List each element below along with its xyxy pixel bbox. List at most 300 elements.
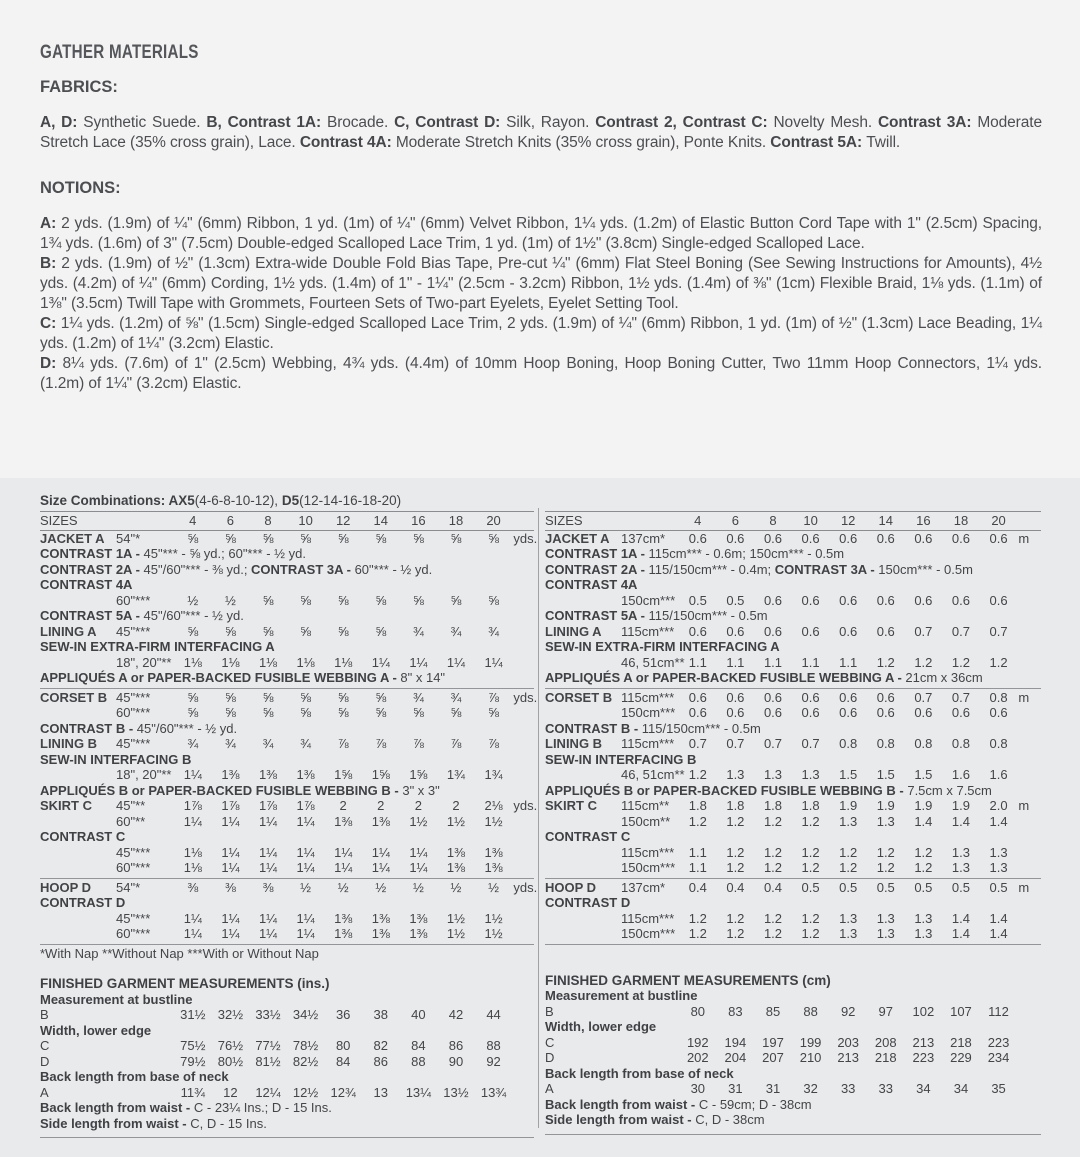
- measurement-value: 35: [991, 1081, 1006, 1096]
- yardage-value: ⅝: [224, 689, 236, 705]
- yardage-value: 0.6: [951, 530, 970, 546]
- yardage-value: 1⅜: [258, 767, 278, 782]
- garment-label: CORSET B: [40, 689, 108, 705]
- table-row: [40, 860, 534, 876]
- yardage-value: 1½: [484, 910, 503, 926]
- garment-label: LINING A: [40, 623, 97, 639]
- table-row: [545, 655, 1041, 671]
- yardage-value: 0.6: [989, 530, 1008, 546]
- yardage-value: 1¼: [221, 860, 240, 875]
- garment-label: [545, 814, 621, 830]
- measurement-value: 31: [728, 1081, 743, 1096]
- fabric-width-label: 45"**: [116, 798, 146, 813]
- table-text-row: CONTRAST 5A - 115/150cm*** - 0.5m: [545, 608, 768, 623]
- unit-label: [512, 845, 534, 861]
- measurement-value: 192: [686, 1034, 709, 1050]
- yardage-value: 1¼: [221, 910, 240, 926]
- yardage-value: ⅝: [412, 530, 424, 546]
- yardage-value: 0.6: [763, 705, 783, 720]
- table-text-row: Side length from waist - C, D - 15 Ins.: [40, 1115, 267, 1131]
- measurement-value: 97: [878, 1003, 893, 1019]
- table-row: [40, 546, 534, 562]
- yardage-value: 1.5: [914, 767, 933, 782]
- yardage-value: 1.2: [763, 844, 783, 860]
- garment-label: JACKET A: [545, 530, 610, 546]
- yardage-value: 0.8: [951, 736, 970, 751]
- unit-label: [512, 624, 534, 640]
- table-row: [40, 895, 534, 911]
- unit-label: [512, 926, 534, 942]
- yardage-value: 1.3: [763, 767, 783, 782]
- table-text-row: Side length from waist - C, D - 38cm: [545, 1112, 765, 1127]
- yardage-value: 1.2: [839, 844, 858, 860]
- yardage-value: ¾: [224, 736, 236, 751]
- unit-cell: [1017, 1004, 1041, 1020]
- yardage-value: 1.2: [989, 654, 1008, 670]
- yardage-value: 1⅝: [409, 767, 428, 782]
- yardage-value: 0.4: [763, 879, 783, 895]
- yardage-value: 1⅛: [296, 654, 315, 670]
- yardage-value: 0.6: [688, 623, 707, 639]
- garment-label: [40, 926, 116, 942]
- table-row: [545, 1004, 1041, 1020]
- unit-cell: [1017, 1050, 1041, 1066]
- yardage-value: 0.6: [688, 705, 707, 720]
- measurement-value: 223: [987, 1034, 1010, 1050]
- section-label: SEW-IN EXTRA-FIRM INTERFACING A: [40, 639, 275, 654]
- yardage-value: 1.3: [989, 860, 1008, 875]
- nap-footnote: *With Nap **Without Nap ***With or Without Nap: [40, 945, 319, 961]
- yardage-value: 2: [339, 798, 347, 813]
- yardage-value: 0.7: [951, 623, 970, 639]
- yardage-value: ¾: [412, 689, 424, 705]
- measurement-value: 213: [837, 1050, 860, 1065]
- materials-section: [0, 0, 1080, 478]
- unit-label: [512, 911, 534, 927]
- yardage-value: ⅝: [337, 689, 349, 705]
- yardage-value: ¾: [187, 736, 199, 751]
- size-column-header: 4: [694, 513, 702, 528]
- table-text-row: CONTRAST 5A - 45"/60"*** - ½ yd.: [40, 608, 244, 623]
- yardage-value: ⅝: [224, 705, 236, 720]
- yardage-value: 0.6: [839, 689, 858, 705]
- measurement-value: 223: [912, 1050, 935, 1065]
- fabric-width-label: 54"*: [116, 879, 141, 895]
- yardage-value: 1½: [446, 910, 465, 926]
- table-row: [545, 973, 1041, 989]
- measurement-value: 194: [724, 1034, 747, 1050]
- yardage-value: 1.3: [839, 926, 858, 941]
- garment-label: [545, 845, 621, 861]
- yardage-value: ⅝: [375, 592, 387, 608]
- yardage-value: 1.2: [914, 860, 933, 875]
- table-row: [545, 511, 1041, 531]
- size-column-header: 6: [731, 513, 739, 528]
- yardage-value: 1.2: [688, 910, 707, 926]
- yardage-value: 1.3: [801, 767, 820, 782]
- yardage-value: ⅝: [488, 592, 499, 608]
- table-row: [545, 593, 1041, 609]
- yardage-value: 1.2: [801, 844, 820, 860]
- finished-measurements-inches: [40, 976, 534, 1138]
- yardage-value: 1⅜: [334, 910, 353, 926]
- table-row: [40, 639, 534, 655]
- table-row: [40, 624, 534, 640]
- unit-label: [1017, 593, 1041, 609]
- fabric-width-label: 46, 51cm**: [621, 654, 685, 670]
- yardage-value: 0.6: [726, 689, 745, 705]
- yardage-value: ⅝: [187, 530, 199, 546]
- table-text-row: APPLIQUÉS A or PAPER-BACKED FUSIBLE WEBBING A - 21cm x 36cm: [545, 670, 983, 685]
- yardage-value: 1.9: [914, 798, 933, 813]
- yardage-value: ½: [337, 879, 349, 895]
- unit-cell: [512, 1038, 534, 1054]
- garment-label: [545, 593, 621, 609]
- yardage-value: 1.8: [688, 798, 707, 813]
- table-row: [40, 911, 534, 927]
- section-label: CONTRAST D: [545, 895, 631, 910]
- yardage-value: 0.6: [914, 705, 933, 720]
- table-row: [545, 721, 1041, 737]
- measurement-value: 84: [335, 1053, 351, 1069]
- fabric-width-label: 150cm***: [621, 860, 676, 875]
- yardage-value: 1.2: [914, 654, 933, 670]
- table-row: [545, 845, 1041, 861]
- divider-line: [545, 1134, 1041, 1135]
- garment-label: LINING B: [40, 736, 98, 751]
- yardage-value: 1⅞: [296, 798, 315, 813]
- garment-label: LINING A: [545, 623, 602, 639]
- yardage-value: 0.6: [876, 623, 895, 639]
- table-row: [40, 752, 534, 768]
- table-row: [40, 767, 534, 783]
- unit-cell: [512, 1085, 534, 1101]
- table-row: [545, 783, 1041, 799]
- yardage-value: 0.8: [989, 689, 1008, 705]
- yardage-value: 1¼: [221, 844, 240, 860]
- yardage-value: 1.1: [801, 654, 820, 670]
- table-row: [40, 783, 534, 799]
- divider-line: [40, 688, 534, 689]
- yardage-value: 1½: [484, 926, 503, 941]
- table-text-row: CONTRAST 2A - 115/150cm*** - 0.4m; CONTRAST 3A - 150cm*** - 0.5m: [545, 561, 973, 577]
- yardage-value: 1.2: [763, 926, 783, 941]
- yardage-value: ⅝: [375, 689, 387, 705]
- table-row: [40, 1116, 534, 1132]
- size-column-header: 14: [878, 513, 893, 528]
- yardage-value: 1.8: [726, 798, 745, 813]
- yardage-value: 2⅛: [484, 798, 503, 813]
- table-row: [545, 736, 1041, 752]
- size-chart-columns: [40, 492, 1042, 1139]
- yardage-value: 0.6: [763, 592, 783, 608]
- yardage-value: 0.6: [688, 689, 707, 705]
- yardage-value: ⅝: [262, 530, 274, 546]
- table-row: [40, 577, 534, 593]
- yardage-value: ⅝: [375, 530, 387, 546]
- measurement-value: 34: [916, 1081, 931, 1096]
- table-row: [40, 705, 534, 721]
- table-row: [40, 1007, 534, 1023]
- measurement-value: 81½: [255, 1053, 281, 1069]
- measurement-value: 86: [448, 1038, 464, 1053]
- table-text-row: Back length from waist - C - 23¼ Ins.; D - 15 Ins.: [40, 1100, 332, 1115]
- yardage-value: 1.9: [839, 798, 858, 813]
- yardage-value: 1.2: [726, 926, 745, 941]
- yardage-value: 0.6: [801, 530, 820, 546]
- yardage-value: 1¼: [371, 844, 390, 860]
- yardage-value: 1.4: [951, 926, 970, 941]
- yardage-value: ⅜: [187, 879, 199, 895]
- fabric-width-label: 60"***: [116, 705, 151, 720]
- yardage-value: 1.9: [876, 798, 895, 813]
- unit-cell: [512, 513, 534, 529]
- unit-label: yds.: [513, 689, 538, 705]
- yardage-value: 1¼: [484, 654, 503, 670]
- size-combinations: Size Combinations: AX5(4-6-8-10-12), D5(12-14-16-18-20): [40, 493, 402, 508]
- table-row: [40, 689, 538, 706]
- section-label: CONTRAST 4A: [40, 577, 133, 592]
- measurement-value: 13¾: [480, 1084, 507, 1100]
- measurement-value: 213: [912, 1034, 935, 1050]
- garment-label: SKIRT C: [545, 798, 597, 813]
- garment-label: LINING B: [545, 736, 603, 751]
- unit-label: m: [1018, 879, 1030, 895]
- yardage-value: 1⅛: [183, 844, 202, 860]
- yardage-value: ⅞: [375, 736, 387, 751]
- yardage-value: 1.2: [914, 844, 933, 860]
- table-row: [40, 511, 534, 531]
- yardage-value: 0.6: [914, 592, 933, 608]
- measurement-value: 12½: [292, 1084, 319, 1100]
- yardage-value: 1.2: [876, 654, 895, 670]
- yardage-value: 1.2: [726, 813, 745, 829]
- size-column-header: 12: [335, 513, 351, 528]
- yardage-value: 1.2: [688, 767, 707, 782]
- table-row: [545, 577, 1041, 593]
- yardage-value: 0.6: [876, 530, 895, 546]
- yardage-value: 1½: [484, 813, 503, 829]
- yardage-value: 1.3: [951, 844, 970, 860]
- fabric-width-label: 60"***: [116, 860, 151, 875]
- garment-label: HOOP D: [40, 879, 92, 895]
- yardage-value: 1⅛: [221, 654, 240, 670]
- size-column-header: 8: [769, 513, 777, 528]
- measurement-value: 13¼: [405, 1084, 432, 1100]
- yardage-value: 1.1: [688, 844, 707, 860]
- yardage-value: ½: [488, 879, 499, 895]
- yardage-value: ⅞: [488, 736, 499, 751]
- table-row: [40, 655, 534, 671]
- measurement-value: 207: [762, 1050, 784, 1065]
- yardage-value: ⅜: [224, 879, 236, 895]
- yardage-value: 1⅜: [484, 844, 503, 860]
- table-text-row: APPLIQUÉS A or PAPER-BACKED FUSIBLE WEBBING A - 8" x 14": [40, 670, 446, 685]
- table-row: [40, 593, 534, 609]
- yardage-table-metric: [545, 511, 1041, 945]
- yardage-value: 0.7: [914, 689, 933, 705]
- size-column-header: 16: [411, 513, 426, 528]
- unit-label: [512, 593, 534, 609]
- yardage-value: 1¼: [334, 860, 353, 875]
- section-label: CONTRAST C: [40, 829, 126, 844]
- yardage-value: 1½: [446, 926, 465, 941]
- garment-label: [545, 655, 621, 671]
- yardage-value: 1¼: [371, 654, 390, 670]
- yardage-value: 1¼: [258, 813, 278, 829]
- measurement-value: 229: [950, 1050, 972, 1065]
- yardage-value: ⅝: [337, 623, 349, 639]
- unit-label: [1017, 845, 1041, 861]
- garment-label: [545, 926, 621, 942]
- table-row: [40, 946, 534, 962]
- yardage-value: 1.2: [726, 910, 745, 926]
- yardage-value: 0.6: [801, 705, 820, 720]
- page-title: GATHER MATERIALS: [40, 42, 199, 63]
- table-row: [40, 879, 538, 896]
- yardage-value: ⅞: [337, 736, 349, 751]
- yardage-value: 0.4: [688, 879, 707, 895]
- notion-item-c: C: 1¼ yds. (1.2m) of ⅝" (1.5cm) Single-edged Scalloped Lace Trim, 2 yds. (1.9m) of ¼" (6mm) Ribbon, 1 yd. (1m) of ½" (1.3cm) Lace Beading, 1¼ yds. (1.2m) of 1¼" (3.2cm) Elastic.: [40, 315, 1042, 352]
- unit-label: [512, 767, 534, 783]
- yardage-value: 1⅛: [183, 654, 202, 670]
- notions-text: [40, 214, 1042, 394]
- yardage-value: 1.2: [801, 813, 820, 829]
- measurement-value: 102: [912, 1003, 935, 1019]
- measurement-value: 199: [799, 1034, 822, 1050]
- yardage-value: 1.6: [951, 767, 970, 782]
- yardage-value: 1.3: [839, 910, 858, 926]
- yardage-value: 1⅜: [334, 926, 353, 941]
- yardage-value: ⅝: [337, 592, 349, 608]
- yardage-value: 1.3: [914, 910, 933, 926]
- table-row: [40, 798, 538, 814]
- yardage-value: 0.6: [688, 530, 707, 546]
- table-row: [40, 721, 534, 737]
- measurement-value: 13: [373, 1084, 388, 1100]
- yardage-value: 1¼: [183, 926, 202, 941]
- table-row: [545, 988, 1041, 1004]
- measurement-value: 31½: [180, 1007, 206, 1022]
- yardage-value: ¾: [488, 623, 499, 639]
- table-row: [40, 926, 534, 942]
- yardage-value: 1⅞: [183, 798, 202, 813]
- yardage-value: 1⅛: [258, 654, 278, 670]
- yardage-value: 1.1: [726, 654, 745, 670]
- table-row: [545, 1066, 1041, 1082]
- yardage-value: 0.7: [951, 689, 970, 705]
- yardage-value: 1¼: [183, 813, 202, 829]
- measurements-title: FINISHED GARMENT MEASUREMENTS (ins.): [40, 976, 330, 991]
- yardage-value: 1⅜: [446, 844, 465, 860]
- measurement-value: 80½: [217, 1053, 244, 1069]
- yardage-value: 0.5: [951, 879, 970, 895]
- measurement-value: 80: [335, 1038, 351, 1053]
- yardage-value: 1.2: [801, 926, 820, 941]
- yardage-value: ⅝: [262, 689, 274, 705]
- measurement-value: 92: [486, 1053, 501, 1069]
- measurement-value: 82½: [292, 1053, 319, 1069]
- yardage-value: ⅝: [337, 705, 349, 720]
- yardage-value: 1.2: [726, 844, 745, 860]
- yardage-value: 1⅛: [183, 860, 202, 875]
- garment-label: [40, 655, 116, 671]
- garment-label: [40, 767, 116, 783]
- yardage-value: 1.2: [688, 926, 707, 941]
- yardage-value: ⅝: [488, 530, 499, 546]
- unit-label: [1017, 911, 1041, 927]
- size-column-header: 12: [840, 513, 856, 528]
- garment-label: [40, 911, 116, 927]
- table-row: [40, 1038, 534, 1054]
- size-column-header: 20: [991, 513, 1006, 528]
- yardage-value: 0.6: [876, 592, 895, 608]
- fabric-width-label: 115cm***: [621, 623, 675, 639]
- unit-label: m: [1018, 798, 1030, 813]
- table-text-row: CONTRAST 1A - 115cm*** - 0.6m; 150cm*** - 0.5m: [545, 546, 845, 561]
- size-column-header: 16: [916, 513, 931, 528]
- yardage-value: 0.8: [989, 736, 1008, 751]
- yardage-value: 0.6: [726, 705, 745, 720]
- section-label: Width, lower edge: [40, 1022, 152, 1038]
- yardage-value: 1.8: [763, 798, 783, 813]
- garment-label: [40, 845, 116, 861]
- table-row: [545, 608, 1041, 624]
- unit-label: [512, 705, 534, 721]
- measurement-value: 90: [448, 1053, 464, 1069]
- yardage-value: 0.6: [726, 623, 745, 639]
- yardage-value: 0.6: [801, 623, 820, 639]
- measurement-value: 33½: [255, 1007, 281, 1022]
- yardage-value: 1.2: [876, 844, 895, 860]
- measurement-value: 44: [486, 1007, 501, 1022]
- yardage-value: 1.2: [801, 910, 820, 926]
- measurement-value: 33: [840, 1081, 856, 1096]
- yardage-value: ⅝: [300, 530, 311, 546]
- sizes-header-label: SIZES: [545, 513, 583, 528]
- yardage-value: ⅝: [262, 705, 274, 720]
- yardage-value: ½: [412, 879, 424, 895]
- notion-item-b: B: 2 yds. (1.9m) of ½" (1.3cm) Extra-wide Double Fold Bias Tape, Pre-cut ¼" (6mm) Flat Steel Boning (See Sewing Instructions for Amounts), 4½ yds. (4.2m) of ¼" (6mm) Cording, 1½ yds. (1.4m) of 1" - 1¼" (2.5cm - 3.2cm) Ribbon, 1½ yds. (1.4m) of ⅜" (1cm) Flexible Braid, 1⅛ yds. (1.1m) of 1⅜" (3.5cm) Twill Tape with Grommets, Fourteen Sets of Two-part Eyelets, Eyelet Setting Tool.: [40, 255, 1042, 312]
- size-column-header: 4: [189, 513, 197, 528]
- yardage-value: 2.0: [989, 798, 1008, 813]
- yardage-value: 1¼: [296, 844, 315, 860]
- fabric-width-label: 45"***: [116, 844, 151, 860]
- yardage-value: ⅜: [262, 879, 274, 895]
- yardage-value: 1¾: [446, 767, 465, 782]
- fabric-width-label: 115cm***: [621, 736, 675, 751]
- table-row: [545, 1050, 1041, 1066]
- fabric-width-label: 150cm***: [621, 926, 676, 941]
- view-label: B: [545, 1003, 554, 1019]
- yardage-value: 1½: [446, 813, 465, 829]
- yardage-value: ⅞: [450, 736, 462, 751]
- yardage-value: 1⅝: [371, 767, 390, 782]
- view-label: D: [545, 1050, 555, 1065]
- yardage-value: 1⅜: [221, 767, 240, 782]
- fabric-width-label: 115cm***: [621, 910, 675, 926]
- yardage-value: 0.6: [951, 705, 970, 720]
- yardage-value: 1⅜: [484, 860, 503, 875]
- yardage-value: 1¼: [258, 910, 278, 926]
- garment-label: HOOP D: [545, 879, 597, 895]
- measurement-value: 34: [953, 1081, 969, 1096]
- yardage-value: 0.5: [839, 879, 858, 895]
- yardage-value: 1¼: [258, 860, 278, 875]
- measurement-value: 12¼: [255, 1084, 281, 1100]
- fabric-width-label: 115cm***: [621, 844, 675, 860]
- unit-label: [512, 860, 534, 876]
